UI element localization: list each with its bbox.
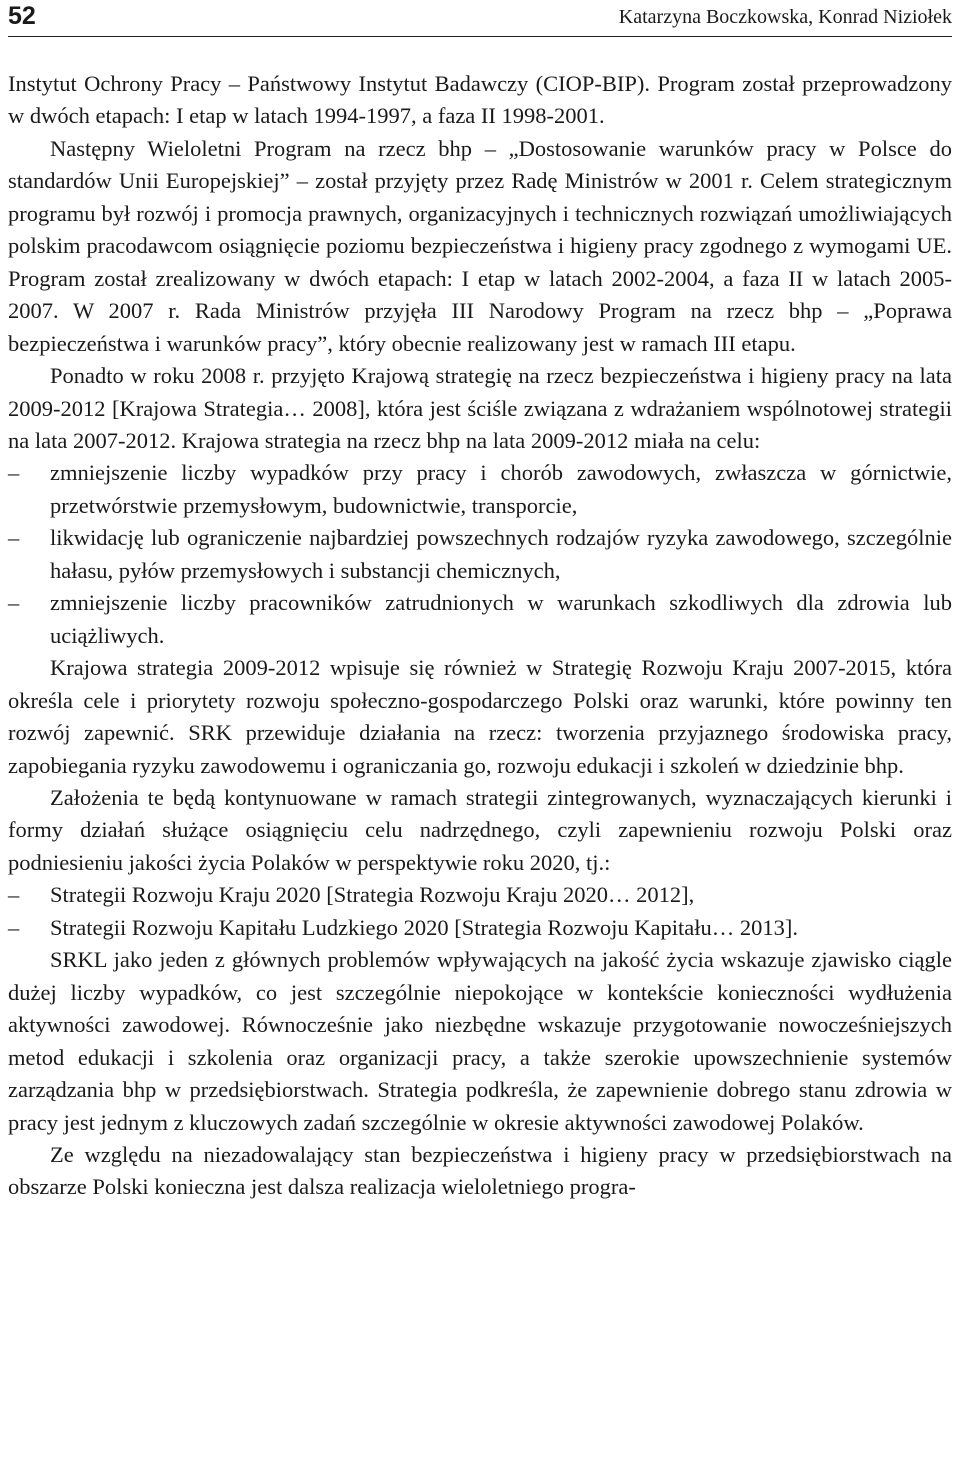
page-number: 52 xyxy=(8,2,36,30)
body-text xyxy=(8,68,952,1204)
running-head-authors: Katarzyna Boczkowska, Konrad Niziołek xyxy=(618,6,952,28)
list-item: – zmniejszenie liczby pracowników zatrudnionych w warunkach szkodliwych dla zdrowia lub uciążliwych. xyxy=(50,587,952,652)
paragraph: Ze względu na niezadowalający stan bezpieczeństwa i higieny pracy w przedsiębiorstwach na obszarze Polski konieczna jest dalsza realizacja wieloletniego progra- xyxy=(8,1141,952,1200)
paragraph: Instytut Ochrony Pracy – Państwowy Instytut Badawczy (CIOP-BIP). Program został przeprowadzony w dwóch etapach: I etap w latach 1994-1997, a faza II 1998-2001. xyxy=(8,71,952,129)
dash-list xyxy=(8,879,952,944)
dash-list xyxy=(8,457,952,652)
list-item: – likwidację lub ograniczenie najbardziej powszechnych rodzajów ryzyka zawodowego, szczególnie hałasu, pyłów przemysłowych i substancji chemicznych, xyxy=(50,522,952,587)
paragraph: Następny Wieloletni Program na rzecz bhp – „Dostosowanie warunków pracy w Polsce do standardów Unii Europejskiej” – został przyjęty przez Radę Ministrów w 2001 r. Celem strategicznym programu był rozwój i promocja prawnych, organizacyjnych i technicznych rozwiązań umożliwiających polskim pracodawcom osiągnięcie poziomu bezpieczeństwa i higieny pracy zgodnego z wymogami UE. Program został zrealizowany w dwóch etapach: I etap w latach 2002-2004, a faza II w latach 2005-2007. W 2007 r. Rada Ministrów przyjęła III Narodowy Program na rzecz bhp – „Poprawa bezpieczeństwa i warunków pracy”, który obecnie realizowany jest w ramach III etapu. xyxy=(8,135,952,356)
list-item: – Strategii Rozwoju Kraju 2020 [Strategia Rozwoju Kraju 2020… 2012], xyxy=(50,879,952,911)
list-item: – zmniejszenie liczby wypadków przy pracy i chorób zawodowych, zwłaszcza w górnictwie, przetwórstwie przemysłowym, budownictwie, transporcie, xyxy=(50,457,952,522)
list-item: – Strategii Rozwoju Kapitału Ludzkiego 2020 [Strategia Rozwoju Kapitału… 2013]. xyxy=(50,912,952,944)
paragraph: Ponadto w roku 2008 r. przyjęto Krajową strategię na rzecz bezpieczeństwa i higieny pracy na lata 2009-2012 [Krajowa Strategia… 2008], która jest ściśle związana z wdrażaniem wspólnotowej strategii na lata 2007-2012. Krajowa strategia na rzecz bhp na lata 2009-2012 miała na celu: xyxy=(8,363,952,453)
paragraph: SRKL jako jeden z głównych problemów wpływających na jakość życia wskazuje zjawisko ciągle dużej liczby wypadków, co jest szczególnie niepokojące w kontekście konieczności wydłużenia aktywności zawodowej. Równocześnie jako niezbędne wskazuje przygotowanie nowocześniejszych metod edukacji i szkolenia oraz organizacji pracy, a także szerokie upowszechnienie systemów zarządzania bhp w przedsiębiorstwach. Strategia podkreśla, że zapewnienie dobrego stanu zdrowia w pracy jest jednym z kluczowych zadań szczególnie w okresie aktywności zawodowej Polaków. xyxy=(8,947,952,1135)
paragraph: Krajowa strategia 2009-2012 wpisuje się również w Strategię Rozwoju Kraju 2007-2015, która określa cele i priorytety rozwoju społeczno-gospodarczego Polski oraz warunki, które powinny ten rozwój zapewnić. SRK przewiduje działania na rzecz: tworzenia przyjaznego środowiska pracy, zapobiegania ryzyku zawodowemu i ograniczania go, rozwoju edukacji i szkoleń w dziedzinie bhp. xyxy=(8,655,952,778)
page-header xyxy=(8,0,952,37)
paragraph: Założenia te będą kontynuowane w ramach strategii zintegrowanych, wyznaczających kierunki i formy działań służące osiągnięciu celu nadrzędnego, czyli zapewnieniu rozwoju Polski oraz podniesieniu jakości życia Polaków w perspektywie roku 2020, tj.: xyxy=(8,784,952,875)
